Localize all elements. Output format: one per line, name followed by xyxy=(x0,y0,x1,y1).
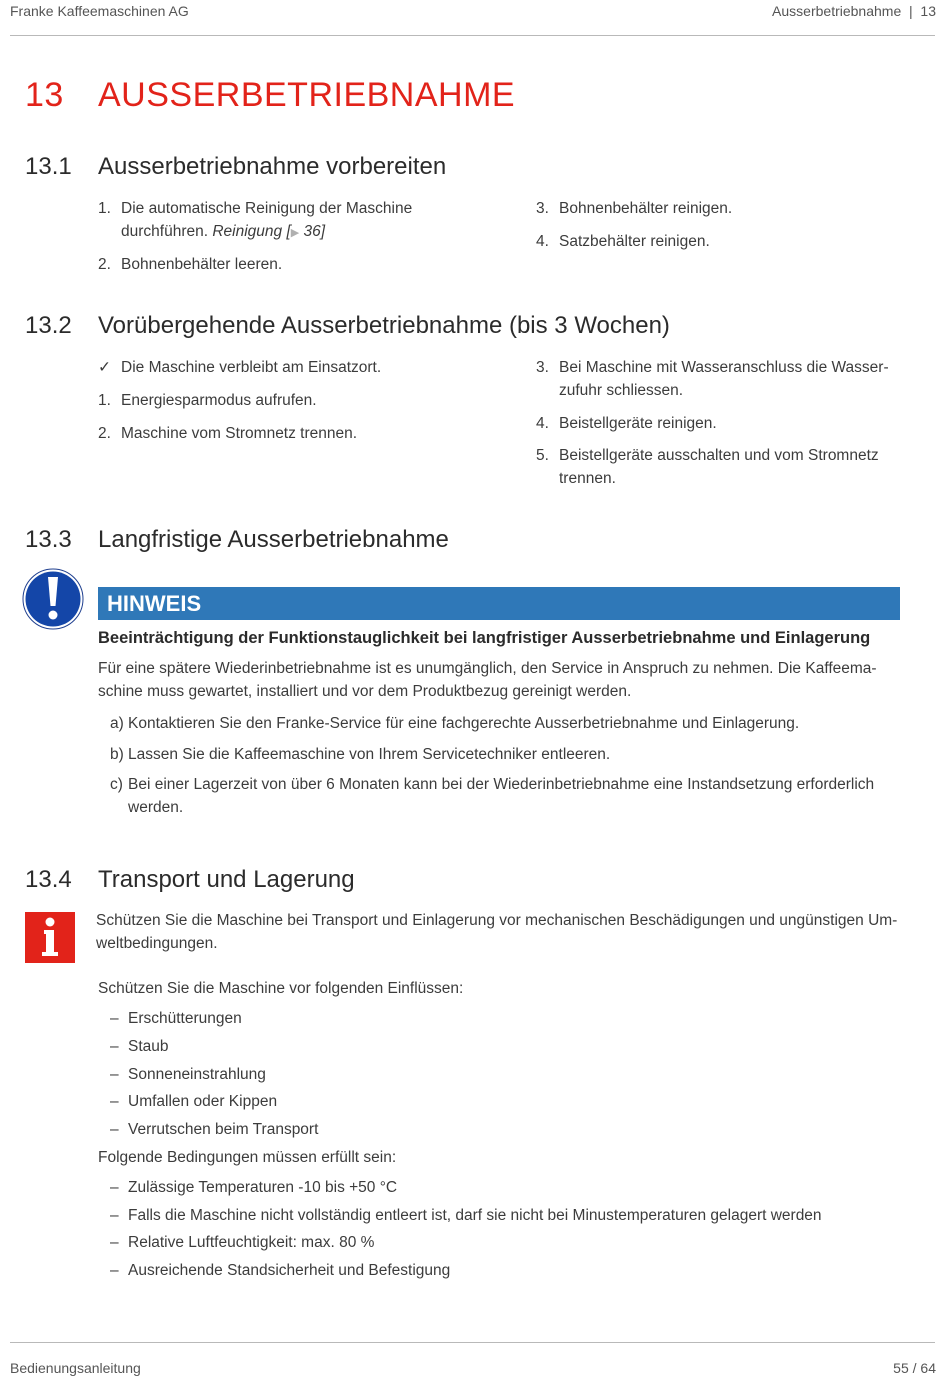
item-number: 1. xyxy=(98,200,111,217)
notice-heading: Beeinträchtigung der Funktionstauglichkeit bei langfristiger Ausserbetriebnahme und Einlagerung xyxy=(98,629,871,647)
item-text: Energiesparmodus aufrufen. xyxy=(121,392,317,409)
mandatory-exclamation-icon xyxy=(22,568,84,630)
item-number: 1. xyxy=(98,392,111,409)
chapter-number: 13 xyxy=(25,76,64,114)
info-text: weltbedingungen. xyxy=(96,935,218,952)
item-text: Falls die Maschine nicht vollständig entleert ist, darf sie nicht bei Minustemperaturen gelagert werden xyxy=(128,1207,822,1224)
item-text: Relative Luftfeuchtigkeit: max. 80 % xyxy=(128,1234,375,1251)
item-number: 2. xyxy=(98,425,111,442)
intro-text: Schützen Sie die Maschine vor folgenden Einflüssen: xyxy=(98,980,464,997)
item-number: 4. xyxy=(536,233,549,250)
item-text: Staub xyxy=(128,1038,169,1055)
section-13-2-title: Vorübergehende Ausserbetriebnahme (bis 3 Wochen) xyxy=(98,312,670,339)
item-text: Kontaktieren Sie den Franke-Service für eine fachgerechte Ausserbetriebnahme und Einlagerung. xyxy=(128,715,800,732)
notice-text: Für eine spätere Wiederinbetriebnahme ist es unumgänglich, den Service in Anspruch zu nehmen. Die Kaffeema- xyxy=(98,660,877,677)
item-text: Die automatische Reinigung der Maschine xyxy=(121,200,413,217)
item-number: 3. xyxy=(536,200,549,217)
info-icon xyxy=(25,912,75,963)
running-header-left: Franke Kaffeemaschinen AG xyxy=(10,3,189,19)
item-text: Beistellgeräte reinigen. xyxy=(559,415,717,432)
item-number: 3. xyxy=(536,359,549,376)
item-text: zufuhr schliessen. xyxy=(559,382,684,399)
page-number: 55 / 64 xyxy=(893,1360,936,1376)
section-13-4-title: Transport und Lagerung xyxy=(98,866,355,893)
dash-bullet: – xyxy=(110,1207,119,1224)
item-text: Verrutschen beim Transport xyxy=(128,1121,319,1138)
item-text: Erschütterungen xyxy=(128,1010,242,1027)
item-text: durchführen. xyxy=(121,223,213,240)
item-text: Maschine vom Stromnetz trennen. xyxy=(121,425,358,442)
dash-bullet: – xyxy=(110,1179,119,1196)
item-number: 5. xyxy=(536,447,549,464)
footer-divider xyxy=(10,1342,935,1343)
notice-text: schine muss gewartet, installiert und vor dem Produktbezug gereinigt werden. xyxy=(98,683,632,700)
running-header-right: Ausserbetriebnahme | 13 xyxy=(772,3,936,19)
dash-bullet: – xyxy=(110,1066,119,1083)
item-text: Beistellgeräte ausschalten und vom Stromnetz xyxy=(559,447,879,464)
chapter-title: AUSSERBETRIEBNAHME xyxy=(98,76,516,114)
item-text: Bohnenbehälter leeren. xyxy=(121,256,283,273)
section-13-1-number: 13.1 xyxy=(25,153,72,180)
cross-reference-link[interactable]: Reinigung [▶ 36] xyxy=(212,223,326,240)
item-text: Sonneneinstrahlung xyxy=(128,1066,266,1083)
dash-bullet: – xyxy=(110,1262,119,1279)
item-text: werden. xyxy=(128,799,184,816)
dash-bullet: – xyxy=(110,1010,119,1027)
header-divider xyxy=(10,35,935,36)
dash-bullet: – xyxy=(110,1093,119,1110)
info-text: Schützen Sie die Maschine bei Transport und Einlagerung vor mechanischen Beschädigungen und ungünstigen Um- xyxy=(96,912,898,929)
item-letter: b) xyxy=(110,746,124,763)
checkmark-icon: ✓ xyxy=(98,359,111,376)
dash-bullet: – xyxy=(110,1121,119,1138)
item-text: Zulässige Temperaturen -10 bis +50 °C xyxy=(128,1179,398,1196)
section-13-4-number: 13.4 xyxy=(25,866,72,893)
item-text: Umfallen oder Kippen xyxy=(128,1093,278,1110)
notice-banner xyxy=(98,587,900,620)
dash-bullet: – xyxy=(110,1234,119,1251)
item-letter: c) xyxy=(110,776,123,793)
section-13-3-number: 13.3 xyxy=(25,526,72,553)
item-letter: a) xyxy=(110,715,124,732)
dash-bullet: – xyxy=(110,1038,119,1055)
item-text: Satzbehälter reinigen. xyxy=(559,233,710,250)
notice-label: HINWEIS xyxy=(107,591,202,616)
item-text: Ausreichende Standsicherheit und Befestigung xyxy=(128,1262,451,1279)
item-number: 4. xyxy=(536,415,549,432)
section-13-1-title: Ausserbetriebnahme vorbereiten xyxy=(98,153,447,180)
item-text: Bei Maschine mit Wasseranschluss die Wasser- xyxy=(559,359,889,376)
item-number: 2. xyxy=(98,256,111,273)
arrow-right-icon: ▶ xyxy=(290,227,300,239)
section-13-3-title: Langfristige Ausserbetriebnahme xyxy=(98,526,449,553)
footer-left: Bedienungsanleitung xyxy=(10,1360,141,1376)
item-text: Bohnenbehälter reinigen. xyxy=(559,200,733,217)
item-text: trennen. xyxy=(559,470,616,487)
intro-text: Folgende Bedingungen müssen erfüllt sein: xyxy=(98,1149,397,1166)
item-text: Lassen Sie die Kaffeemaschine von Ihrem Servicetechniker entleeren. xyxy=(128,746,611,763)
section-13-2-number: 13.2 xyxy=(25,312,72,339)
item-text: Die Maschine verbleibt am Einsatzort. xyxy=(121,359,382,376)
item-text: Bei einer Lagerzeit von über 6 Monaten kann bei der Wiederinbetriebnahme eine Instandsetzung erforderlich xyxy=(128,776,875,793)
